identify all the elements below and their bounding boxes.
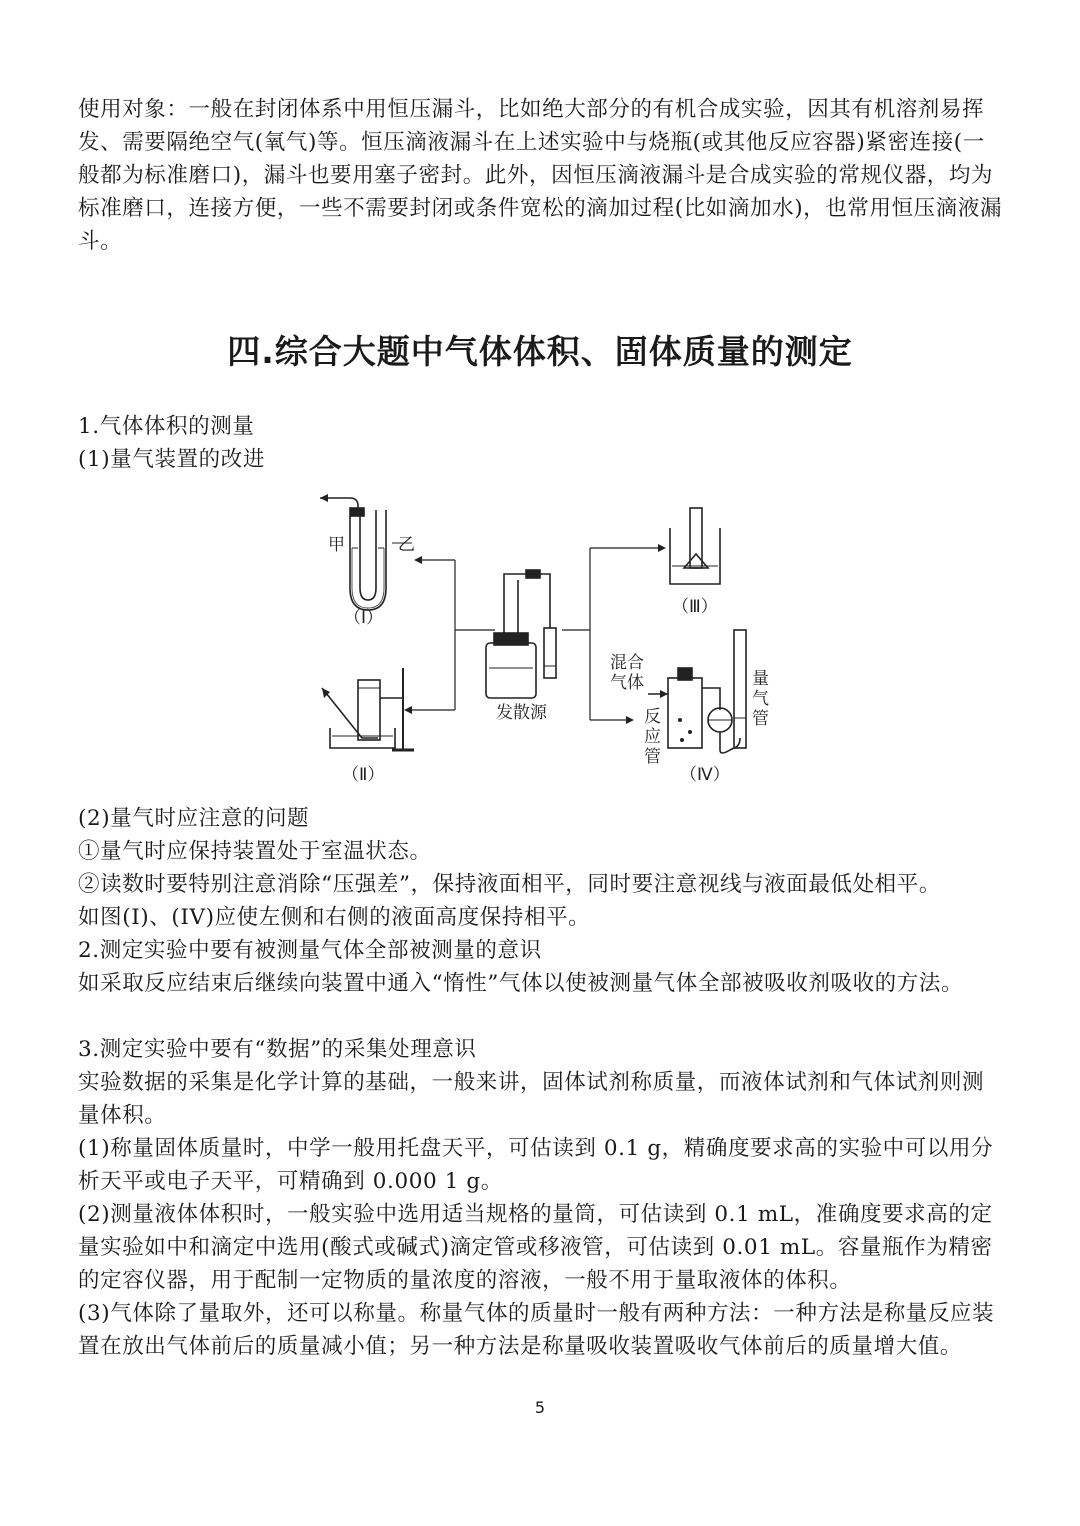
label-gas-burette-2: 气 xyxy=(752,689,769,709)
heading-full-measurement: 2.测定实验中要有被测量气体全部被测量的意识 xyxy=(78,938,542,963)
label-device-I: （Ⅰ） xyxy=(344,608,384,628)
section-title: 四.综合大题中气体体积、固体质量的测定 xyxy=(227,332,853,371)
label-jia: 甲 xyxy=(328,535,345,555)
heading-device-improvement: (1)量气装置的改进 xyxy=(78,447,265,472)
label-mixed-gas-1: 混合 xyxy=(610,653,644,673)
label-device-III: （Ⅲ） xyxy=(672,597,718,617)
page-number: 5 xyxy=(534,1398,546,1417)
label-source: 发散源 xyxy=(496,703,547,723)
note-level-equal: 如图(I)、(IV)应使左侧和右侧的液面高度保持相平。 xyxy=(78,905,591,930)
funnel-beaker-apparatus xyxy=(670,508,720,617)
intro-text: 使用对象：一般在封闭体系中用恒压漏斗，比如绝大部分的有机合成实验，因其有机溶剂易挥发、需要隔绝空气(氧气)等。恒压滴液漏斗在上述实验中与烧瓶(或其他反应容器)紧密连接(一般都为标准磨口)，漏斗也要用塞子密封。此外，因恒压滴液漏斗是合成实验的常规仪器，均为标准磨口，连接方便，一些不需要封闭或条件宽松的滴加过程(比如滴加水)，也常用恒压滴液漏斗。 xyxy=(78,97,1003,254)
note-pressure-difference: ②读数时要特别注意消除“压强差”，保持液面相平，同时要注意视线与液面最低处相平。 xyxy=(78,872,941,897)
label-reaction-tube-3: 管 xyxy=(644,747,661,767)
label-yi: 乙 xyxy=(398,535,415,555)
heading-precautions: (2)量气时应注意的问题 xyxy=(78,806,310,831)
water-displacement-apparatus xyxy=(322,668,414,785)
apparatus-figure xyxy=(300,488,790,788)
heading-data-collection: 3.测定实验中要有“数据”的采集处理意识 xyxy=(78,1037,477,1062)
label-device-II: （Ⅱ） xyxy=(342,765,385,785)
para-data-basis-text: 实验数据的采集是化学计算的基础，一般来讲，固体试剂称质量，而液体试剂和气体试剂则测量体积。 xyxy=(78,1070,985,1128)
u-tube-apparatus xyxy=(320,494,415,628)
label-gas-burette-1: 量 xyxy=(752,669,769,689)
label-device-IV: （Ⅳ） xyxy=(680,765,730,785)
note-room-temperature: ①量气时应保持装置处于室温状态。 xyxy=(78,839,432,864)
apparatus-diagram xyxy=(300,488,790,788)
item-liquid-volume xyxy=(78,1198,1006,1297)
para-data-basis xyxy=(78,1066,1006,1132)
gas-source-apparatus xyxy=(486,570,556,723)
item-gas-weighing-text: (3)气体除了量取外，还可以称量。称量气体的质量时一般有两种方法：一种方法是称量反应装置在放出气体前后的质量减小值；另一种方法是称量吸收装置吸收气体前后的质量增大值。 xyxy=(78,1301,995,1359)
label-reaction-tube-2: 应 xyxy=(644,727,661,747)
para-inert-gas xyxy=(78,967,1006,1000)
para-inert-gas-text: 如采取反应结束后继续向装置中通入“惰性”气体以使被测量气体全部被吸收剂吸收的方法。 xyxy=(78,971,964,996)
item-liquid-volume-text: (2)测量液体体积时，一般实验中选用适当规格的量筒，可估读到 0.1 mL，准确度要求高的定量实验如中和滴定中选用(酸式或碱式)滴定管或移液管，可估读到 0.01 mL。容量瓶作为精密的定容仪器，用于配制一定物质的量浓度的溶液，一般不用于量取液体的体积。 xyxy=(78,1202,993,1293)
gas-burette-apparatus xyxy=(610,630,769,785)
label-gas-burette-3: 管 xyxy=(752,709,769,729)
heading-gas-volume: 1.气体体积的测量 xyxy=(78,414,255,439)
item-solid-mass xyxy=(78,1132,1006,1198)
intro-paragraph xyxy=(78,93,1006,258)
item-solid-mass-text: (1)称量固体质量时，中学一般用托盘天平，可估读到 0.1 g，精确度要求高的实验中可以用分析天平或电子天平，可精确到 0.000 1 g。 xyxy=(78,1136,994,1194)
item-gas-weighing xyxy=(78,1297,1006,1363)
label-reaction-tube-1: 反 xyxy=(644,707,661,727)
label-mixed-gas-2: 气体 xyxy=(610,673,644,693)
